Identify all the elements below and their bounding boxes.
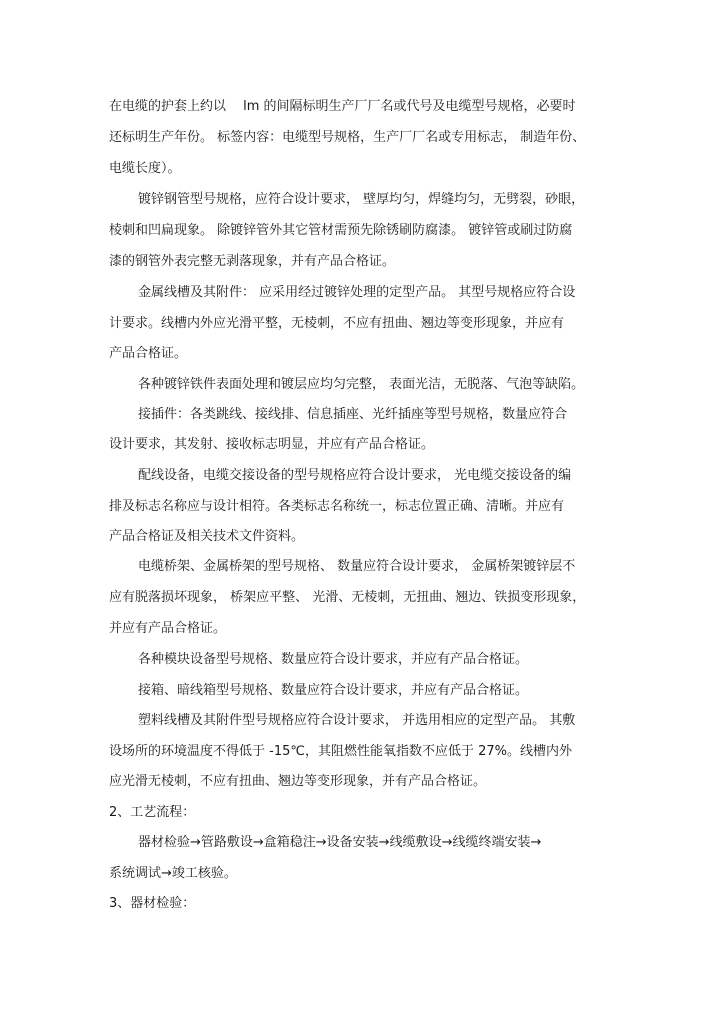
text-line: 各种镀锌铁件表面处理和镀层应均匀完整， 表面光洁，无脱落、气泡等缺陷。 (138, 377, 585, 392)
text-line: 并应有产品合格证。 (109, 621, 227, 636)
text-line: 系统调试→竣工核验。 (109, 866, 237, 881)
text-line: 各种模块设备型号规格、数量应符合设计要求，并应有产品合格证。 (138, 652, 529, 667)
section-heading: 2、工艺流程： (109, 805, 196, 820)
text-line: 电缆长度）。 (109, 161, 181, 176)
text-line: 配线设备，电缆交接设备的型号规格应符合设计要求， 光电缆交接设备的编 (138, 468, 572, 483)
text-line: 应有脱落损坏现象， 桥架应平整、 光滑、无棱刺，无扭曲、翘边、铁损变形现象， (109, 590, 586, 605)
text-line: 接插件：各类跳线、接线排、信息插座、光纤插座等型号规格，数量应符合 (138, 407, 568, 422)
text-line: 还标明生产年份。 标签内容：电缆型号规格，生产厂厂名或专用标志， 制造年份、 (109, 130, 586, 145)
section-heading: 3、器材检验： (109, 896, 196, 911)
text-line: 计要求。线槽内外应光滑平整，无棱刺，不应有扭曲、翘边等变形现象，并应有 (109, 316, 565, 331)
text-line: 器材检验→管路敷设→盒箱稳注→设备安装→线缆敷设→线缆终端安装→ (138, 835, 542, 850)
text-line: 设计要求，其发射、接收标志明显，并应有产品合格证。 (109, 437, 435, 452)
text-line: 在电缆的护套上约以 lm 的间隔标明生产厂厂名或代号及电缆型号规格，必要时 (109, 99, 576, 114)
text-line: 镀锌钢管型号规格，应符合设计要求， 壁厚均匀，焊缝均匀，无劈裂，砂眼， (138, 192, 585, 207)
text-line: 接箱、暗线箱型号规格、数量应符合设计要求，并应有产品合格证。 (138, 683, 529, 698)
text-line: 棱刺和凹扁现象。 除镀锌管外其它管材需预先除锈刷防腐漆。 镀锌管或刷过防腐 (109, 223, 573, 238)
text-line: 产品合格证。 (109, 346, 188, 361)
text-line: 电缆桥架、金属桥架的型号规格、 数量应符合设计要求， 金属桥架镀锌层不 (138, 559, 576, 574)
text-line: 产品合格证及相关技术文件资料。 (109, 529, 305, 544)
text-line: 塑料线槽及其附件型号规格应符合设计要求， 并选用相应的定型产品。 其敷 (138, 713, 576, 728)
text-line: 排及标志名称应与设计相符。各类标志名称统一，标志位置正确、清晰。并应有 (109, 499, 565, 514)
text-line: 设场所的环境温度不得低于 -15℃，其阻燃性能氧指数不应低于 27%。线槽内外 (109, 744, 572, 759)
text-line: 应光滑无棱刺，不应有扭曲、翘边等变形现象，并有产品合格证。 (109, 774, 487, 789)
text-line: 漆的钢管外表完整无剥落现象，并有产品合格证。 (109, 254, 396, 269)
text-line: 金属线槽及其附件： 应采用经过镀锌处理的定型产品。 其型号规格应符合设 (138, 285, 576, 300)
